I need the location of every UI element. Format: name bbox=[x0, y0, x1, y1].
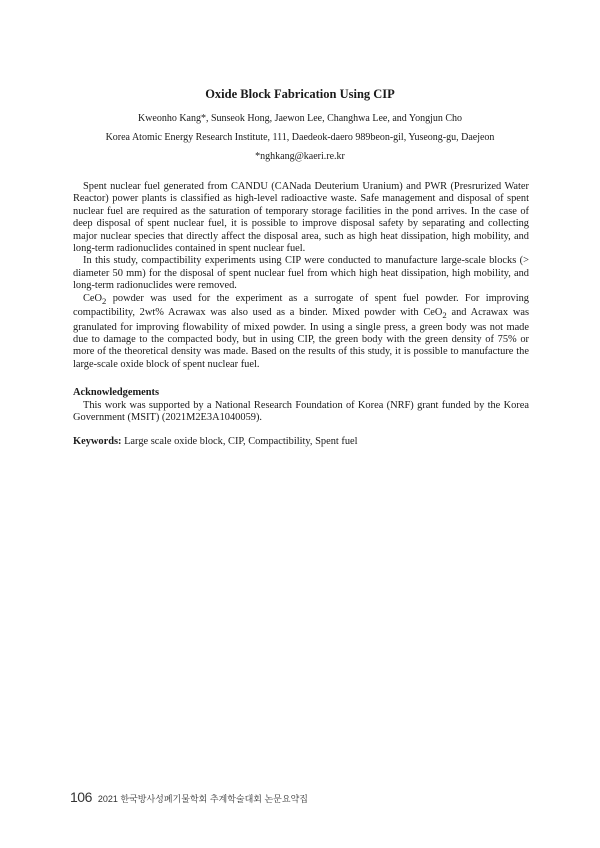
abstract-paragraph-3 bbox=[73, 293, 529, 372]
acknowledgements-heading: Acknowledgements bbox=[73, 387, 160, 398]
paragraph-3-part-a: CeO bbox=[83, 292, 103, 304]
keywords-label: Keywords: bbox=[73, 436, 122, 447]
proceedings-title: 2021 한국방사성폐기물학회 추계학술대회 논문요약집 bbox=[97, 794, 308, 804]
paper-title: Oxide Block Fabrication Using CIP bbox=[205, 87, 395, 101]
keywords-line bbox=[73, 436, 529, 447]
abstract-paragraph-1: Spent nuclear fuel generated from CANDU (CANada Deuterium Uranium) and PWR (Presrurized Water Reactor) power plants is classified as high-level radioactive waste. Safe management and disposal of spent nuclear fuel are required as the saturation of temporary storage facilities in the pond arrives. In the case of deep disposal of spent nuclear fuel, it is possible to improve disposal safety by separating and collecting major nuclear species that directly affect the disposal area, such as high heat dissipation, high mobility, and long-term radionuclides contained in spent nuclear fuel. bbox=[73, 181, 529, 255]
corresponding-email: *nghkang@kaeri.re.kr bbox=[255, 151, 345, 162]
keywords-text: Large scale oxide block, CIP, Compactibility, Spent fuel bbox=[121, 436, 358, 447]
page-footer bbox=[70, 789, 308, 807]
subscript-2: 2 bbox=[442, 310, 447, 321]
subscript-2: 2 bbox=[102, 295, 107, 306]
abstract-paragraph-2: In this study, compactibility experiments using CIP were conducted to manufacture large-scale blocks (> diameter 50 mm) for the disposal of spent nuclear fuel from which high heat dissipation, high mobility, and long-term radionuclides were removed. bbox=[73, 255, 529, 292]
affiliation: Korea Atomic Energy Research Institute, 111, Daedeok-daero 989beon-gil, Yuseong-gu, Daejeon bbox=[105, 132, 495, 143]
paragraph-3-part-c: and Acrawax was granulated for improving flowability of mixed powder. In using a single press, a green body was not made due to damage to the compacted body, but in using CIP, the green body with the green density of 75% or more of the theoretical density was made. Based on the results of this study, it is possible to manufacture the large-scale oxide block of spent nuclear fuel. bbox=[73, 307, 529, 370]
paragraph-3-part-b: powder was used for the experiment as a surrogate of spent fuel powder. For improving compactibility, 2wt% Acrawax was also used as a binder. Mixed powder with CeO bbox=[73, 292, 529, 319]
acknowledgements-text: This work was supported by a National Research Foundation of Korea (NRF) grant funded by the Korea Government (MSIT) (2021M2E3A1040059). bbox=[73, 400, 529, 424]
author-list: Kweonho Kang*, Sunseok Hong, Jaewon Lee, Changhwa Lee, and Yongjun Cho bbox=[137, 113, 463, 124]
page-number: 106 bbox=[70, 789, 92, 805]
abstract-body bbox=[73, 181, 529, 371]
